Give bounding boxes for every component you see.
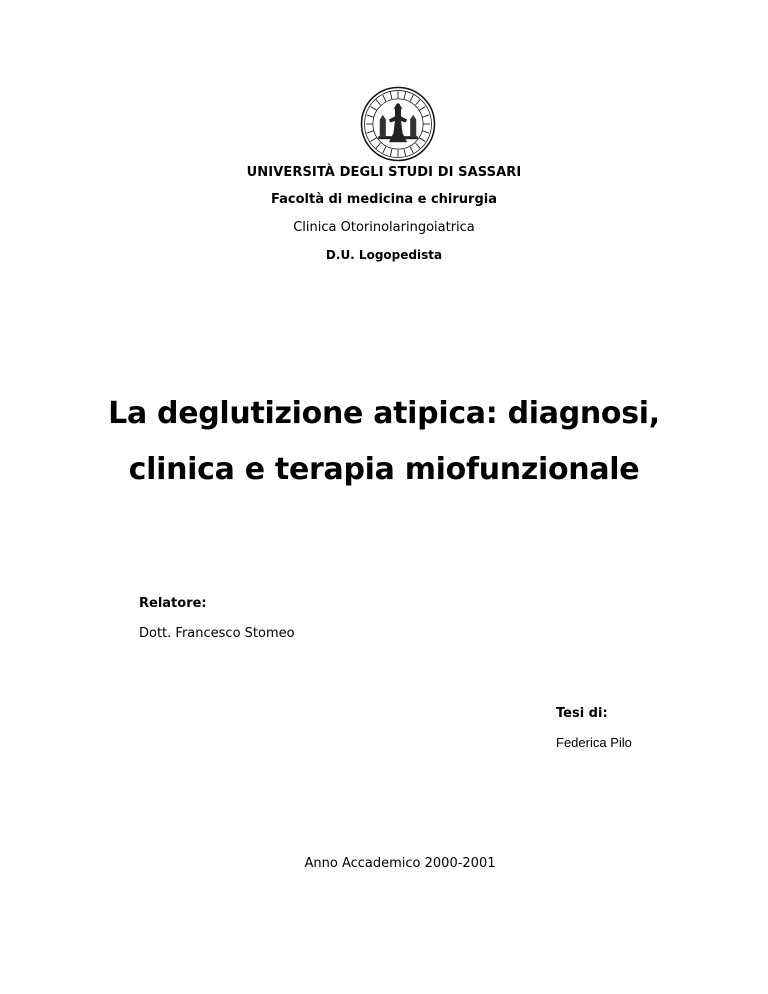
degree-name: D.U. Logopedista bbox=[325, 248, 443, 262]
clinic-name: Clinica Otorinolaringoiatrica bbox=[293, 220, 475, 235]
advisor-name: Dott. Francesco Stomeo bbox=[139, 626, 295, 641]
author-label: Tesi di: bbox=[556, 706, 608, 721]
academic-year: Anno Accademico 2000-2001 bbox=[304, 856, 496, 871]
university-name: UNIVERSITÀ DEGLI STUDI DI SASSARI bbox=[246, 165, 522, 180]
faculty-name: Facoltà di medicina e chirurgia bbox=[271, 192, 497, 207]
thesis-title-line-2: clinica e terapia miofunzionale bbox=[128, 452, 640, 487]
advisor-label: Relatore: bbox=[139, 596, 207, 611]
university-seal-icon bbox=[360, 86, 436, 162]
author-name: Federica Pilo bbox=[556, 735, 632, 750]
thesis-title-line-1: La deglutizione atipica: diagnosi, bbox=[108, 396, 660, 431]
